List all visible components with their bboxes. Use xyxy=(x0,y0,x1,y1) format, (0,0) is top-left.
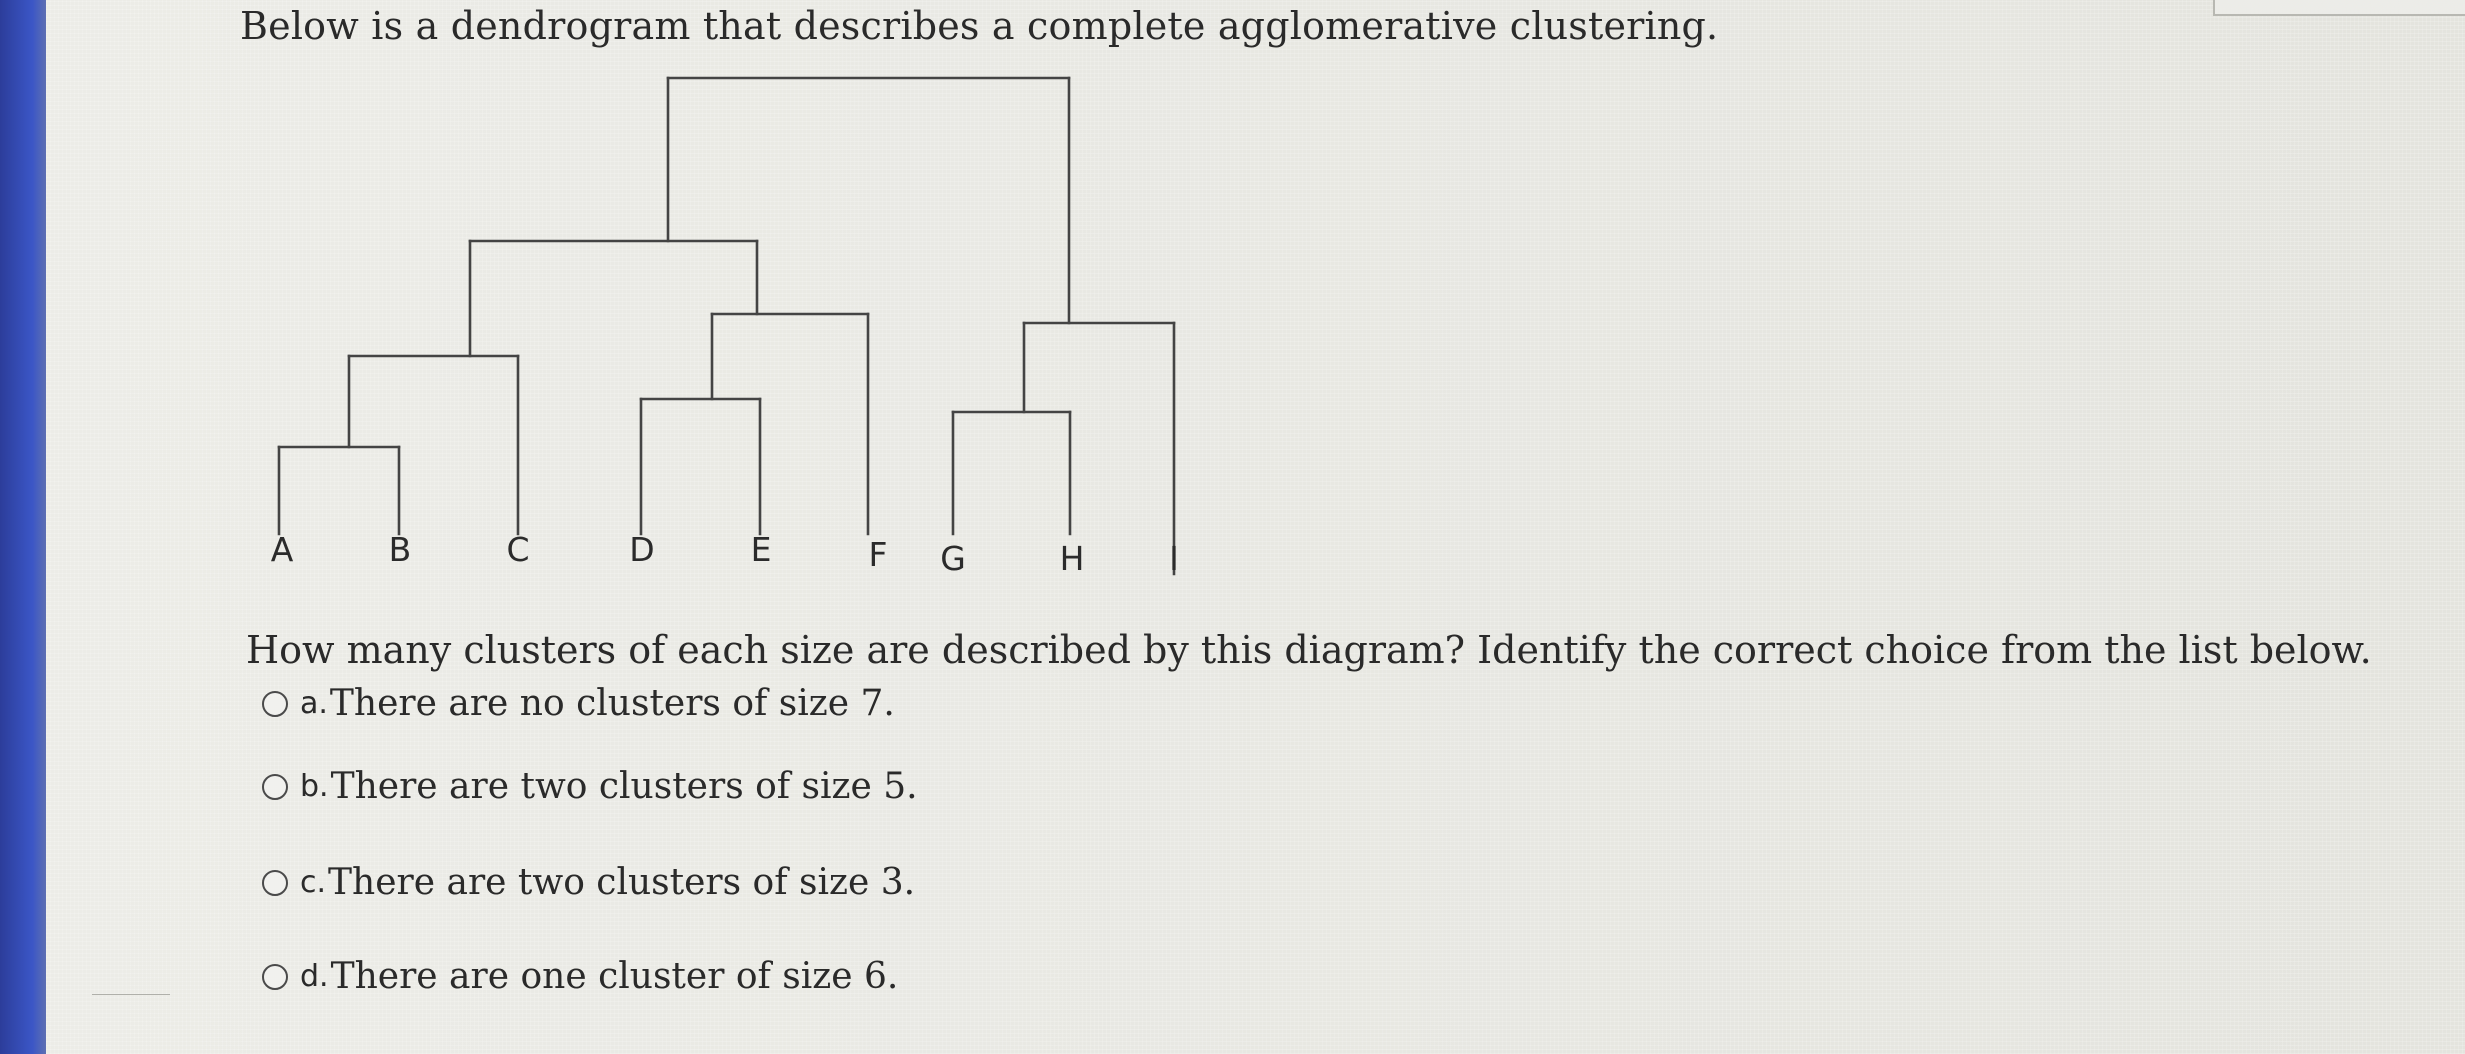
intro-text: Below is a dendrogram that describes a complete agglomerative clustering. xyxy=(240,4,1719,48)
radio-button-a[interactable] xyxy=(262,691,288,717)
radio-button-b[interactable] xyxy=(262,774,288,800)
radio-button-d[interactable] xyxy=(262,964,288,990)
radio-button-c[interactable] xyxy=(262,870,288,896)
leaf-label-f: F xyxy=(868,535,888,574)
option-c[interactable] xyxy=(262,862,915,903)
option-letter: a. xyxy=(300,686,328,721)
leaf-label-b: B xyxy=(388,530,412,569)
leaf-label-i: I xyxy=(1169,539,1179,578)
option-letter: d. xyxy=(300,959,329,994)
option-text: There are two clusters of size 5. xyxy=(330,766,918,807)
option-letter: c. xyxy=(300,865,327,900)
dendrogram xyxy=(0,0,1250,600)
bottom-divider xyxy=(92,994,170,995)
option-text: There are no clusters of size 7. xyxy=(329,683,895,724)
leaf-label-e: E xyxy=(750,530,772,569)
option-b[interactable] xyxy=(262,766,918,807)
leaf-label-d: D xyxy=(629,530,655,569)
question-text: How many clusters of each size are described by this diagram? Identify the correct choice from the list below. xyxy=(246,628,2372,672)
option-a[interactable] xyxy=(262,683,895,724)
option-text: There are one cluster of size 6. xyxy=(330,956,899,997)
leaf-label-a: A xyxy=(270,530,294,569)
option-text: There are two clusters of size 3. xyxy=(328,862,916,903)
top-right-frame xyxy=(2213,0,2465,16)
leaf-label-h: H xyxy=(1059,539,1085,578)
leaf-label-c: C xyxy=(506,530,530,569)
option-letter: b. xyxy=(300,769,329,804)
option-d[interactable] xyxy=(262,956,898,997)
leaf-label-g: G xyxy=(940,539,966,578)
